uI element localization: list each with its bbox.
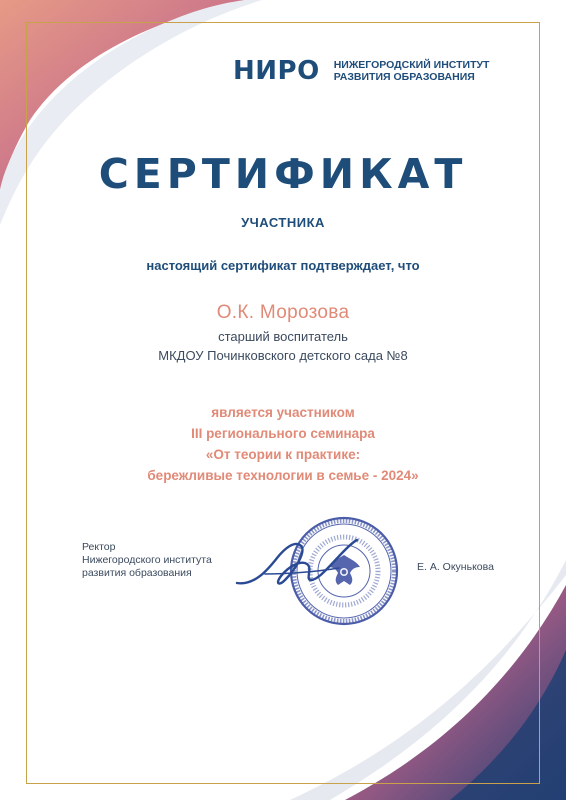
certificate-subtitle: УЧАСТНИКА <box>241 215 325 230</box>
logo-text <box>334 59 490 83</box>
body-line: является участником <box>211 405 355 420</box>
rector-line: Нижегородского института <box>82 554 212 566</box>
niro-logo <box>233 56 489 86</box>
rector-line: Ректор <box>82 541 116 553</box>
rector-signature <box>235 528 360 598</box>
logo-mark: НИРО <box>233 56 320 86</box>
body-line: бережливые технологии в семье - 2024» <box>147 468 419 483</box>
logo-line-2: РАЗВИТИЯ ОБРАЗОВАНИЯ <box>333 71 475 83</box>
signer-name: Е. А. Окунькова <box>417 561 494 573</box>
certificate-title: СЕРТИФИКАТ <box>98 150 468 198</box>
recipient-name: О.К. Морозова <box>216 302 350 323</box>
rector-label <box>82 541 212 580</box>
rector-line: развития образования <box>82 567 192 579</box>
recipient-position: старший воспитатель <box>218 329 348 344</box>
body-line: «От теории к практике: <box>205 447 361 462</box>
body-line: III регионального семинара <box>191 426 375 441</box>
logo-line-1: НИЖЕГОРОДСКИЙ ИНСТИТУТ <box>333 59 490 71</box>
participation-text <box>0 402 566 486</box>
intro-text: настоящий сертификат подтверждает, что <box>146 258 420 273</box>
recipient-organization: МКДОУ Починковского детского сада №8 <box>158 348 408 363</box>
